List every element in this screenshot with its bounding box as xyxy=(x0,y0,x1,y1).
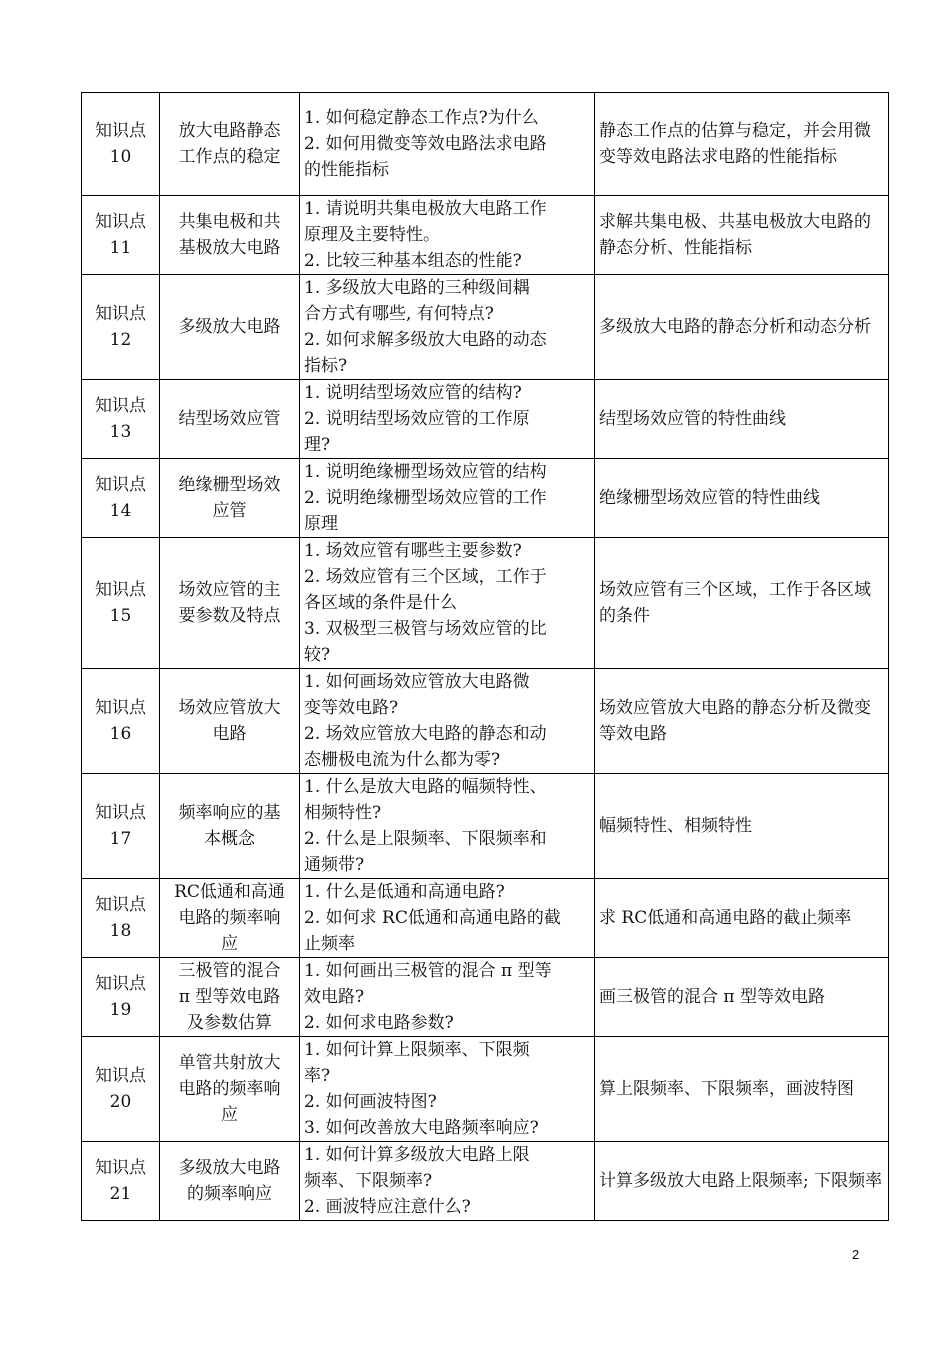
knowledge-point-goal-text: 求解共集电极、共基电极放大电路的静态分析、性能指标 xyxy=(599,212,871,258)
knowledge-point-topic-line: 应 xyxy=(221,1105,238,1125)
knowledge-point-questions-line: 1. 说明结型场效应管的结构? xyxy=(304,383,522,403)
knowledge-point-goal-text: 静态工作点的估算与稳定，并会用微变等效电路法求电路的性能指标 xyxy=(599,121,871,167)
knowledge-point-questions-line: 2. 如何求解多级放大电路的动态 xyxy=(304,330,547,350)
knowledge-point-goal xyxy=(595,1142,889,1221)
knowledge-point-id-line: 知识点 xyxy=(95,895,146,915)
knowledge-point-questions-line: 1. 场效应管有哪些主要参数? xyxy=(304,541,522,561)
table-row xyxy=(82,275,889,380)
knowledge-point-questions xyxy=(300,380,595,459)
knowledge-point-questions-line: 3. 如何改善放大电路频率响应? xyxy=(304,1118,539,1138)
knowledge-point-goal-text: 算上限频率、下限频率，画波特图 xyxy=(599,1079,854,1099)
knowledge-point-id-line: 知识点 xyxy=(95,580,146,600)
knowledge-point-goal xyxy=(595,958,889,1037)
knowledge-point-questions-line: 2. 如何求电路参数? xyxy=(304,1013,454,1033)
knowledge-point-topic-line: 绝缘栅型场效 xyxy=(178,475,281,495)
knowledge-point-questions-line: 2. 画波特应注意什么? xyxy=(304,1197,471,1217)
knowledge-point-questions-line: 率? xyxy=(304,1066,331,1086)
knowledge-point-questions-line: 合方式有哪些, 有何特点? xyxy=(304,304,494,324)
knowledge-point-questions-line: 1. 请说明共集电极放大电路工作 xyxy=(304,199,547,219)
knowledge-point-questions-line: 1. 如何计算上限频率、下限频 xyxy=(304,1040,530,1060)
knowledge-point-topic-line: 工作点的稳定 xyxy=(178,147,281,167)
knowledge-point-questions xyxy=(300,958,595,1037)
knowledge-point-questions-line: 2. 说明绝缘栅型场效应管的工作 xyxy=(304,488,547,508)
knowledge-point-goal xyxy=(595,93,889,196)
knowledge-point-id-line: 15 xyxy=(109,606,132,626)
knowledge-point-topic-line: 结型场效应管 xyxy=(178,409,281,429)
knowledge-point-topic xyxy=(160,93,300,196)
knowledge-point-topic xyxy=(160,669,300,774)
knowledge-point-topic-line: 场效应管的主 xyxy=(178,580,281,600)
table-row xyxy=(82,196,889,275)
knowledge-point-topic xyxy=(160,196,300,275)
knowledge-point-questions-line: 止频率 xyxy=(304,934,355,954)
table-row xyxy=(82,538,889,669)
knowledge-point-topic xyxy=(160,958,300,1037)
knowledge-point-questions-line: 1. 什么是低通和高通电路? xyxy=(304,882,505,902)
knowledge-point-id xyxy=(82,93,160,196)
table-row xyxy=(82,1142,889,1221)
table-row xyxy=(82,459,889,538)
knowledge-point-questions-line: 2. 场效应管放大电路的静态和动 xyxy=(304,724,547,744)
knowledge-point-questions-line: 变等效电路? xyxy=(304,698,399,718)
knowledge-point-topic-line: 电路的频率响 xyxy=(178,908,281,928)
knowledge-point-id xyxy=(82,774,160,879)
table-row xyxy=(82,93,889,196)
knowledge-point-goal-text: 结型场效应管的特性曲线 xyxy=(599,409,786,429)
knowledge-point-goal xyxy=(595,1037,889,1142)
knowledge-point-questions xyxy=(300,879,595,958)
knowledge-point-questions-line: 相频特性? xyxy=(304,803,382,823)
knowledge-point-topic-line: RC低通和高通 xyxy=(174,882,285,902)
knowledge-point-questions-line: 2. 说明结型场效应管的工作原 xyxy=(304,409,530,429)
knowledge-point-questions xyxy=(300,1142,595,1221)
knowledge-point-topic xyxy=(160,538,300,669)
knowledge-point-goal xyxy=(595,774,889,879)
knowledge-point-questions xyxy=(300,196,595,275)
knowledge-point-topic-line: 应管 xyxy=(212,501,247,521)
knowledge-point-id-line: 知识点 xyxy=(95,974,146,994)
knowledge-point-id-line: 16 xyxy=(109,724,132,744)
knowledge-point-id-line: 知识点 xyxy=(95,475,146,495)
knowledge-point-id-line: 18 xyxy=(109,921,132,941)
knowledge-point-goal xyxy=(595,459,889,538)
knowledge-point-id-line: 知识点 xyxy=(95,803,146,823)
knowledge-point-topic-line: 应 xyxy=(221,934,238,954)
knowledge-point-goal xyxy=(595,196,889,275)
knowledge-point-questions-line: 1. 什么是放大电路的幅频特性、 xyxy=(304,777,547,797)
knowledge-point-topic-line: 及参数估算 xyxy=(187,1013,272,1033)
knowledge-table xyxy=(81,92,889,1221)
knowledge-point-goal-text: 画三极管的混合 π 型等效电路 xyxy=(599,987,825,1007)
knowledge-point-questions-line: 效电路? xyxy=(304,987,365,1007)
knowledge-point-topic-line: 的频率响应 xyxy=(187,1184,272,1204)
knowledge-point-questions-line: 1. 如何计算多级放大电路上限 xyxy=(304,1145,530,1165)
knowledge-point-questions-line: 2. 如何画波特图? xyxy=(304,1092,437,1112)
knowledge-point-goal-text: 场效应管放大电路的静态分析及微变等效电路 xyxy=(599,698,871,744)
knowledge-point-questions-line: 1. 如何画出三极管的混合 π 型等 xyxy=(304,961,552,981)
knowledge-point-id-line: 20 xyxy=(109,1092,132,1112)
knowledge-point-topic xyxy=(160,380,300,459)
knowledge-point-topic xyxy=(160,1142,300,1221)
knowledge-point-questions-line: 3. 双极型三极管与场效应管的比 xyxy=(304,619,547,639)
knowledge-point-topic-line: 电路的频率响 xyxy=(178,1079,281,1099)
knowledge-point-questions-line: 通频带? xyxy=(304,855,365,875)
knowledge-point-id-line: 知识点 xyxy=(95,121,146,141)
knowledge-point-id xyxy=(82,1037,160,1142)
knowledge-point-questions-line: 1. 如何画场效应管放大电路微 xyxy=(304,672,530,692)
knowledge-point-id xyxy=(82,538,160,669)
knowledge-point-questions-line: 1. 多级放大电路的三种级间耦 xyxy=(304,278,530,298)
table-body xyxy=(82,93,889,1221)
knowledge-point-questions-line: 2. 如何求 RC低通和高通电路的截 xyxy=(304,908,561,928)
knowledge-point-goal xyxy=(595,380,889,459)
knowledge-point-topic-line: 单管共射放大 xyxy=(178,1053,281,1073)
knowledge-point-questions-line: 原理 xyxy=(304,514,338,534)
knowledge-point-goal-text: 多级放大电路的静态分析和动态分析 xyxy=(599,317,871,337)
knowledge-point-questions-line: 理? xyxy=(304,435,331,455)
knowledge-point-topic-line: 共集电极和共 xyxy=(178,212,281,232)
knowledge-point-questions-line: 的性能指标 xyxy=(304,160,389,180)
knowledge-point-topic-line: 三极管的混合 xyxy=(178,961,281,981)
knowledge-point-questions-line: 2. 什么是上限频率、下限频率和 xyxy=(304,829,547,849)
knowledge-point-id xyxy=(82,459,160,538)
knowledge-point-goal-text: 求 RC低通和高通电路的截止频率 xyxy=(599,908,852,928)
table-row xyxy=(82,958,889,1037)
knowledge-point-questions-line: 1. 如何稳定静态工作点?为什么 xyxy=(304,108,539,128)
knowledge-point-topic-line: 频率响应的基 xyxy=(178,803,281,823)
knowledge-point-topic-line: 本概念 xyxy=(204,829,255,849)
knowledge-point-questions-line: 较? xyxy=(304,645,331,665)
knowledge-point-questions-line: 2. 如何用微变等效电路法求电路 xyxy=(304,134,547,154)
knowledge-point-questions xyxy=(300,774,595,879)
knowledge-point-goal-text: 计算多级放大电路上限频率; 下限频率 xyxy=(599,1171,883,1191)
knowledge-point-id-line: 17 xyxy=(109,829,132,849)
knowledge-point-topic xyxy=(160,275,300,380)
knowledge-point-id-line: 知识点 xyxy=(95,396,146,416)
table-row xyxy=(82,879,889,958)
knowledge-point-id xyxy=(82,196,160,275)
knowledge-point-goal xyxy=(595,669,889,774)
table-row xyxy=(82,1037,889,1142)
knowledge-point-topic-line: 要参数及特点 xyxy=(178,606,281,626)
knowledge-point-topic-line: 放大电路静态 xyxy=(178,121,281,141)
knowledge-point-questions-line: 各区域的条件是什么 xyxy=(304,593,457,613)
page-number: 2 xyxy=(852,1247,860,1262)
knowledge-point-goal-text: 幅频特性、相频特性 xyxy=(599,816,752,836)
knowledge-point-topic-line: π 型等效电路 xyxy=(178,987,281,1007)
knowledge-point-topic xyxy=(160,774,300,879)
knowledge-point-topic-line: 多级放大电路 xyxy=(178,1158,281,1178)
knowledge-point-questions-line: 2. 场效应管有三个区域，工作于 xyxy=(304,567,547,587)
knowledge-point-id xyxy=(82,275,160,380)
knowledge-point-topic-line: 基极放大电路 xyxy=(178,238,281,258)
knowledge-point-questions xyxy=(300,1037,595,1142)
knowledge-point-topic xyxy=(160,1037,300,1142)
knowledge-point-questions xyxy=(300,93,595,196)
knowledge-point-topic-line: 场效应管放大 xyxy=(178,698,281,718)
knowledge-point-questions-line: 指标? xyxy=(304,356,348,376)
knowledge-point-id-line: 知识点 xyxy=(95,698,146,718)
knowledge-point-id-line: 21 xyxy=(109,1184,132,1204)
knowledge-point-goal xyxy=(595,538,889,669)
knowledge-point-questions-line: 原理及主要特性。 xyxy=(304,225,440,245)
knowledge-point-questions xyxy=(300,459,595,538)
knowledge-point-questions-line: 态栅极电流为什么都为零? xyxy=(304,750,501,770)
table-row xyxy=(82,774,889,879)
knowledge-point-topic xyxy=(160,879,300,958)
knowledge-point-questions xyxy=(300,275,595,380)
knowledge-point-id xyxy=(82,958,160,1037)
knowledge-point-id-line: 13 xyxy=(109,422,132,442)
knowledge-point-questions-line: 1. 说明绝缘栅型场效应管的结构 xyxy=(304,462,547,482)
knowledge-point-id-line: 知识点 xyxy=(95,1158,146,1178)
knowledge-point-id xyxy=(82,879,160,958)
knowledge-point-id-line: 19 xyxy=(109,1000,132,1020)
knowledge-point-topic-line: 多级放大电路 xyxy=(178,317,281,337)
knowledge-point-goal-text: 绝缘栅型场效应管的特性曲线 xyxy=(599,488,820,508)
knowledge-point-goal xyxy=(595,879,889,958)
knowledge-point-questions xyxy=(300,669,595,774)
knowledge-point-id-line: 知识点 xyxy=(95,212,146,232)
knowledge-point-id xyxy=(82,669,160,774)
knowledge-point-id-line: 知识点 xyxy=(95,304,146,324)
knowledge-point-id-line: 知识点 xyxy=(95,1066,146,1086)
knowledge-point-goal xyxy=(595,275,889,380)
knowledge-point-topic xyxy=(160,459,300,538)
table-row xyxy=(82,669,889,774)
knowledge-point-id-line: 10 xyxy=(109,147,132,167)
knowledge-point-questions xyxy=(300,538,595,669)
knowledge-point-id xyxy=(82,380,160,459)
knowledge-point-id-line: 11 xyxy=(109,238,132,258)
knowledge-point-id xyxy=(82,1142,160,1221)
knowledge-point-questions-line: 2. 比较三种基本组态的性能? xyxy=(304,251,522,271)
knowledge-point-questions-line: 频率、下限频率? xyxy=(304,1171,433,1191)
knowledge-point-goal-text: 场效应管有三个区域，工作于各区域的条件 xyxy=(599,580,871,626)
table-row xyxy=(82,380,889,459)
knowledge-point-topic-line: 电路 xyxy=(212,724,247,744)
knowledge-point-id-line: 12 xyxy=(109,330,132,350)
knowledge-point-id-line: 14 xyxy=(109,501,132,521)
